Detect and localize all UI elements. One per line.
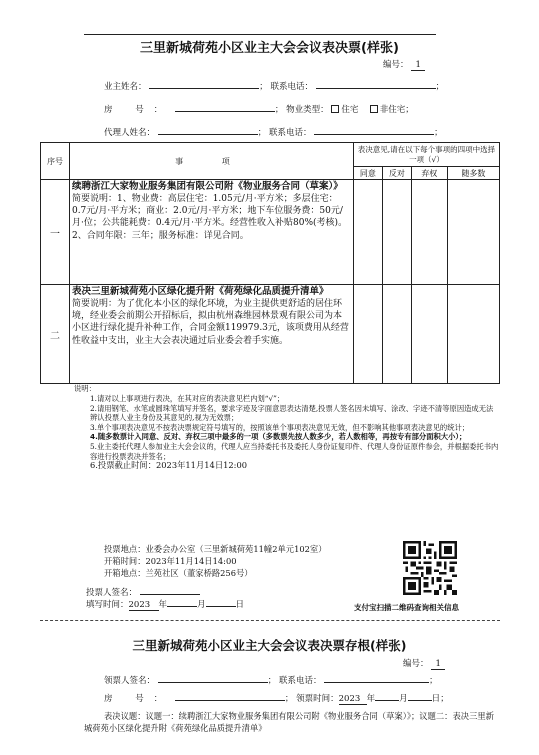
opinion-header: 表决意见,请在以下每个事项的四项中选择一项（√）: [353, 143, 499, 167]
title-top-rule: [84, 34, 436, 35]
stub-number-value: 1: [431, 659, 445, 670]
ticket-number-label: 编号：: [383, 60, 409, 70]
signer-row: [86, 586, 200, 598]
cut-line: [40, 620, 500, 621]
qr-code-icon: [403, 541, 457, 595]
row-title: 表决三里新城荷苑小区绿化提升附《荷苑绿化品质提升清单》: [71, 286, 329, 297]
open-time: 开箱时间：2023年11月14日14:00: [104, 556, 237, 566]
index-header: 序号: [41, 143, 70, 180]
row-desc: 简要说明：为了优化本小区的绿化环境，为业主提供更舒适的居住环境，经业委会前期公开招标后，拟由杭州森维园林景观有限公司为本小区进行绿化提升补种工作，合同金额119979.3元，该项费用从经营性收益中支出，业主大会表决通过后业委会着手实施。: [71, 299, 349, 346]
stub-topics: 表决议题：议题一：续聘浙江大家物业服务集团有限公司附《物业服务合同（草案）》；议题二：表决三里新城荷苑小区绿化提升附《荷苑绿化品质提升清单》: [84, 711, 494, 733]
stub-receiver-row: 领票人签名： ； 联系电话： ；: [104, 676, 438, 686]
signer-field[interactable]: [140, 594, 200, 595]
fill-time-label: 填写时间：: [86, 600, 129, 610]
oppose-cell[interactable]: [382, 285, 411, 384]
row-title: 续聘浙江大家物业服务集团有限公司附《物业服务合同（草案）》: [71, 181, 343, 192]
agent-row: 代理人姓名： ； 联系电话： ；: [104, 128, 443, 138]
table-row: [41, 180, 500, 285]
residential-checkbox[interactable]: [331, 105, 339, 113]
notes-label: 说明：: [74, 384, 96, 393]
room-row: 房 号： ； 物业类型： 住宅 非住宅；: [104, 105, 414, 115]
note-item: 5.业主委托代理人参加业主大会会议的，代理人应当持委托书及委托人身份证复印件、代理人身份证原件参会，并根据委托书内容进行投票表决并签名；: [90, 441, 499, 461]
signer-label: 投票人签名：: [86, 588, 138, 598]
stub-phone-label: 联系电话：: [278, 676, 322, 686]
note-item: 1.请对以上事项进行表决，在其对应的表决意见栏内划“√”；: [90, 394, 285, 403]
item-header: 事 项: [69, 143, 353, 180]
month-unit: 月: [197, 600, 206, 610]
agent-name-field[interactable]: [158, 134, 258, 135]
notes-list: [90, 394, 500, 471]
row-index: 二: [41, 285, 70, 384]
fill-year-field[interactable]: 2023: [129, 600, 159, 611]
owner-name-field[interactable]: [149, 88, 259, 89]
note-item: 3.单个事项表决意见不按表决票规定符号填写的，按照该单个事项表决意见无效，但不影响其他事项表决意见的统计；: [90, 422, 470, 432]
abstain-cell[interactable]: [411, 180, 447, 285]
stub-room-field[interactable]: [175, 700, 285, 701]
note-item: 2.请用钢笔、水笔或圆珠笔填写并签名，要求字迹及字面意思表达清楚,投票人签名因未填写、涂改、字迹不清等原因造成无法辨认投票人业主身份及其意见的,视为无效票；: [90, 403, 494, 423]
stub-number: [403, 657, 445, 670]
row-item: [69, 180, 353, 285]
stub-year-unit: 年: [366, 694, 376, 704]
agree-cell[interactable]: [353, 180, 382, 285]
open-place: 开箱地点：兰苑社区（董家桥路256号）: [104, 568, 253, 578]
room-label: 房 号：: [104, 105, 173, 115]
room-field[interactable]: [175, 111, 275, 112]
owner-phone-field[interactable]: [316, 88, 436, 89]
owner-phone-label: 联系电话：: [270, 82, 313, 92]
row-item: [69, 285, 353, 384]
agent-phone-label: 联系电话：: [268, 128, 312, 138]
stub-phone-field[interactable]: [324, 682, 429, 683]
ticket-number-value: 1: [411, 60, 425, 71]
fill-day-field[interactable]: [206, 606, 236, 607]
non-residential-option: 非住宅: [379, 105, 406, 115]
property-type-label: 物业类型：: [286, 105, 329, 115]
year-unit: 年: [158, 600, 168, 610]
stub-month-unit: 月: [399, 694, 408, 704]
row-index: 一: [41, 180, 70, 285]
majority-cell[interactable]: [447, 180, 499, 285]
qr-caption: 支付宝扫描二维码查询相关信息: [354, 603, 459, 612]
agree-header: 同意: [353, 167, 382, 180]
stub-room-label: 房 号：: [104, 694, 173, 704]
table-row: [41, 285, 500, 384]
majority-header: 随多数: [447, 167, 499, 180]
voting-place: 投票地点：业委会办公室（三里新城荷苑11幢2单元102室）: [104, 544, 327, 554]
receiver-field[interactable]: [158, 682, 268, 683]
fill-time-row: [86, 598, 244, 611]
stub-number-label: 编号：: [403, 659, 429, 669]
stub-title: 三里新城荷苑小区业主大会会议表决票存根(样张): [132, 638, 407, 653]
receiver-label: 领票人签名：: [104, 676, 156, 686]
receive-month-field[interactable]: [375, 700, 399, 701]
non-residential-checkbox[interactable]: [370, 105, 378, 113]
note-item: 4.随多数票计入同意、反对、弃权三项中最多的一项（多数票先按人数多少，若人数相等，再按专有部分面积大小）；: [90, 432, 467, 442]
receive-year-field[interactable]: 2023: [339, 694, 367, 705]
agent-phone-field[interactable]: [314, 134, 434, 135]
receive-day-field[interactable]: [408, 700, 432, 701]
stub-day-unit: 日: [431, 694, 441, 704]
oppose-header: 反对: [382, 167, 411, 180]
ticket-title: 三里新城荷苑小区业主大会会议表决票(样张): [140, 41, 399, 56]
residential-option: 住宅: [341, 105, 359, 115]
voting-table: [40, 142, 500, 384]
day-unit: 日: [235, 600, 245, 610]
abstain-cell[interactable]: [411, 285, 447, 384]
majority-cell[interactable]: [447, 285, 499, 384]
row-desc: 简要说明：1、物业费：高层住宅：1.05元/月·平方米；多层住宅：0.7元/月·平方米；商业：2.0元/月·平方米；地下车位服务费：50元/月·位；公共能耗费：0.4元/月·平方米。经营性收入补贴80%(考核)。2、合同年限：三年；服务标准：详见合同。: [71, 194, 348, 241]
ticket-number: [383, 58, 425, 71]
abstain-header: 弃权: [411, 167, 447, 180]
receive-time-label: 领票时间：: [296, 694, 339, 704]
agent-name-label: 代理人姓名：: [104, 128, 156, 138]
note-item: 6.投票截止时间：2023年11月14日12:00: [90, 460, 248, 471]
owner-name-label: 业主姓名：: [104, 82, 147, 92]
agree-cell[interactable]: [353, 285, 382, 384]
fill-month-field[interactable]: [167, 606, 197, 607]
stub-room-row: 房 号： ； 领票时间：2023 年 月 日；: [104, 694, 449, 704]
owner-name-row: 业主姓名： ； 联系电话： ；: [104, 82, 445, 92]
oppose-cell[interactable]: [382, 180, 411, 285]
